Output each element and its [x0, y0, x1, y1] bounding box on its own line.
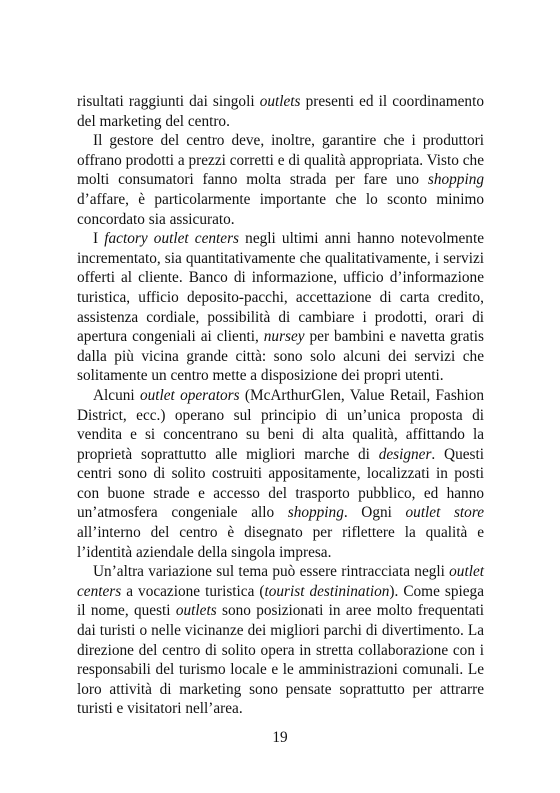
- paragraph-5: [77, 562, 484, 719]
- emphasized-term: outlets: [259, 93, 301, 110]
- page-number: 19: [272, 729, 288, 746]
- page-body: [77, 92, 484, 719]
- emphasized-term: outlet store: [405, 504, 484, 522]
- paragraph-1: [77, 92, 484, 131]
- text-run: Un’altra variazione sul tema può essere rintracciata negli: [93, 563, 450, 581]
- text-run: a vocazione turistica (: [121, 582, 265, 600]
- text-run: negli ultimi anni hanno notevolmente incrementato, sia quantitativamente che qualitativamente, i servizi offerti al cliente. Banco di informazione, ufficio d’informazione turistica, ufficio deposito-pacchi, accettazione di carta credito, assistenza cordiale, possibilità di cambiare i prodotti, orari di apertura congeniali ai clienti,: [77, 230, 484, 346]
- text-run: per bambini e navetta gratis dalla più vicina grande città: sono solo alcuni dei servizi che solitamente un centro mette a disposizione dei propri utenti.: [77, 328, 484, 385]
- text-run: ). Come spiega il nome, questi: [77, 582, 484, 620]
- text-run: (McArthurGlen, Value Retail, Fashion District, ecc.) operano sul principio di un’unica proposta di vendita e si concentrano su beni di alta qualità, affittando la proprietà soprattutto alle migliori marche di: [77, 386, 484, 463]
- emphasized-term: outlet centers: [77, 563, 484, 600]
- text-run: presenti ed il coordinamento del marketing del centro.: [77, 93, 484, 130]
- emphasized-term: outlet operators: [139, 386, 240, 404]
- emphasized-term: factory outlet centers: [104, 230, 239, 248]
- text-run: Il gestore del centro deve, inoltre, garantire che i produttori offrano prodotti a prezzi corretti e di qualità appropriata. Visto che molti consumatori fanno molta strada per fare uno: [77, 132, 484, 189]
- emphasized-term: shopping: [287, 504, 344, 522]
- emphasized-term: tourist destinination: [264, 582, 390, 600]
- paragraph-4: [77, 386, 484, 562]
- emphasized-term: nursey: [263, 328, 305, 346]
- text-run: . Ogni: [343, 504, 406, 522]
- text-run: I: [93, 230, 105, 248]
- paragraph-2: [77, 131, 484, 229]
- emphasized-term: shopping: [427, 171, 484, 189]
- text-run: all’interno del centro è disegnato per riflettere la qualità e l’identità aziendale della singola impresa.: [77, 524, 484, 561]
- text-run: d’affare, è particolarmente importante che lo sconto minimo concordato sia assicurato.: [77, 190, 484, 228]
- emphasized-term: outlets: [175, 602, 217, 620]
- text-run: sono posizionati in aree molto frequentati dai turisti o nelle vicinanze dei migliori parchi di divertimento. La direzione del centro di solito opera in stretta collaborazione con i responsabili del turismo locale e le amministrazioni comunali. Le loro attività di marketing sono pensate soprattutto per attrarre turisti e visitatori nell’area.: [77, 602, 484, 718]
- text-run: risultati raggiunti dai singoli: [77, 93, 260, 110]
- paragraph-3: [77, 229, 484, 386]
- text-run: . Questi centri sono di solito costruiti appositamente, localizzati in posti con buone strade e accesso del trasporto pubblico, ed hanno un’atmosfera congeniale allo: [77, 445, 484, 522]
- text-run: Alcuni: [93, 386, 140, 404]
- emphasized-term: designer: [378, 445, 432, 463]
